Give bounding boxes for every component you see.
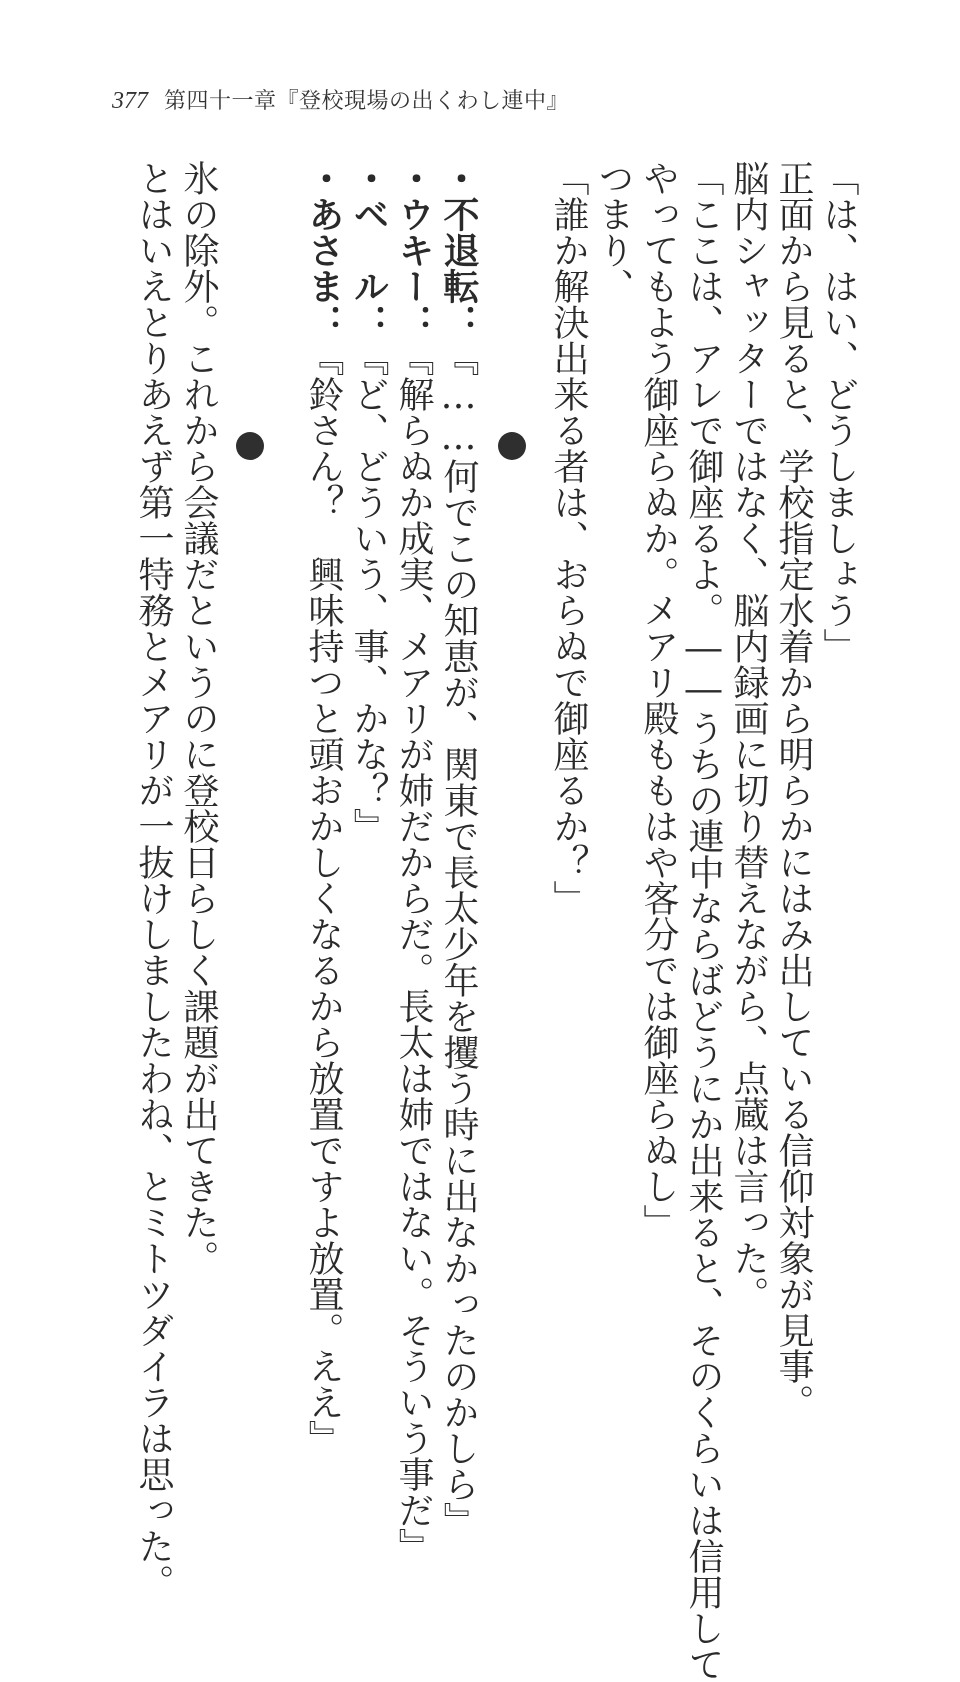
chat-line — [301, 160, 345, 1456]
chat-speaker: ・ベ ル： — [348, 160, 389, 340]
chat-message: 『……何でこの知恵が、関東で長太少年を攫う時に出なかったのかしら』 — [438, 340, 479, 1538]
section-break-bullet — [236, 432, 264, 460]
page-number: 377 — [112, 88, 148, 114]
chat-line — [436, 160, 480, 1538]
chat-message: 『ど、どういう、事、かな？』 — [348, 340, 389, 844]
narration-line: 氷の除外。これから会議だというのに登校日らしく課題が出てきた。 — [178, 160, 219, 1276]
narration-line: 「は、はい、どうしましょう」 — [818, 160, 859, 664]
narration-line: 正面から見ると、学校指定水着から明らかにはみ出している信仰対象が見事。 — [773, 160, 814, 1420]
running-header — [112, 84, 569, 124]
chat-speaker: ・ウキー： — [393, 160, 434, 340]
chat-speaker: ・不退転： — [438, 160, 479, 340]
body-text — [100, 160, 860, 1682]
narration-line: やってもよう御座らぬか。メアリ殿ももはや客分では御座らぬし」 — [638, 160, 679, 1240]
chat-line — [346, 160, 390, 1400]
chat-speaker: ・あさま： — [303, 160, 344, 340]
narration-line: とはいえとりあえず第一特務とメアリが一抜けしましたわね、とミトツダイラは思った。 — [133, 160, 174, 1600]
section-break-bullet — [498, 432, 526, 460]
narration-line: つまり、 — [593, 160, 634, 304]
chapter-title: 第四十一章『登校現場の出くわし連中』 — [164, 89, 570, 114]
chat-message: 『鈴さん？ 興味持つと頭おかしくなるから放置ですよ放置。ええ』 — [303, 340, 344, 1456]
narration-line: 「誰か解決出来る者は、おらぬで御座るか？」 — [548, 160, 589, 916]
chat-message: 『解らぬか成実、メアリが姉だからだ。長太は姉ではない。そういう事だ』 — [393, 340, 434, 1564]
chat-line — [391, 160, 435, 1564]
narration-line: 「ここは、アレで御座るよ。――うちの連中ならばどうにか出来ると、そのくらいは信用して — [683, 160, 724, 1682]
narration-line: 脳内シャッターではなく、脳内録画に切り替えながら、点蔵は言った。 — [728, 160, 769, 1312]
